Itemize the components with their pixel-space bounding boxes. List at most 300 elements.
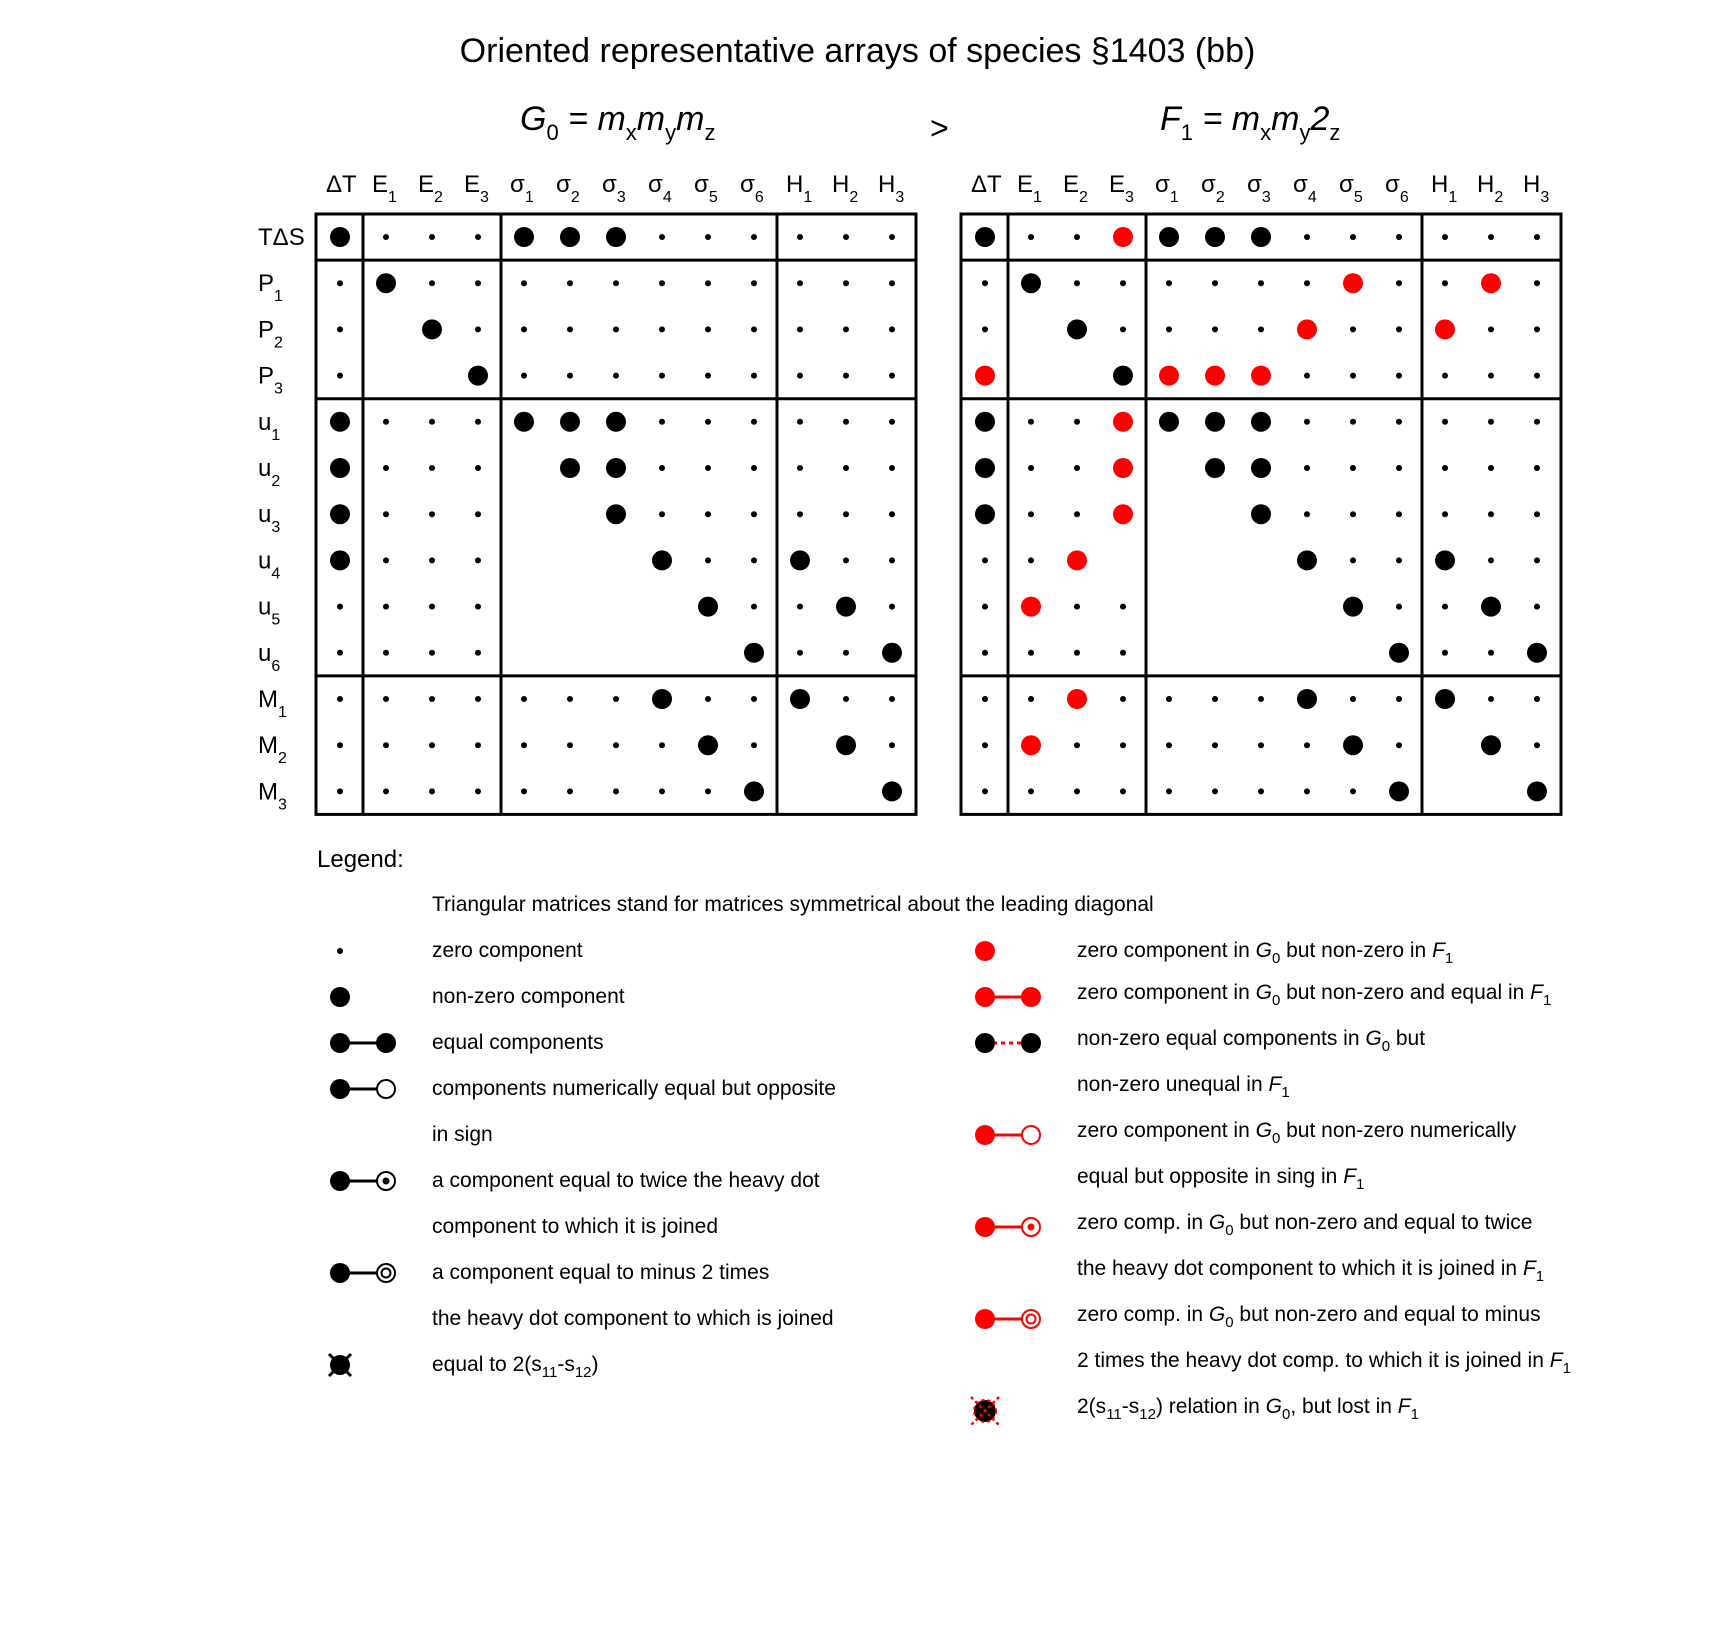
zero-dot (1534, 557, 1540, 563)
zero-dot (751, 604, 757, 610)
column-label: $E_3$ (1109, 171, 1134, 206)
zero-dot (1442, 419, 1448, 425)
zero-dot (1074, 465, 1080, 471)
red-dot (1159, 366, 1179, 386)
zero-dot (1534, 604, 1540, 610)
zero-dot (1396, 465, 1402, 471)
zero-dot (1442, 465, 1448, 471)
column-label: $\sigma_4$ (648, 171, 672, 206)
red-dot (1113, 458, 1133, 478)
nonzero-dot (1067, 319, 1087, 339)
zero-dot (383, 696, 389, 702)
zero-dot (843, 557, 849, 563)
zero-dot (751, 696, 757, 702)
zero-dot (797, 650, 803, 656)
zero-dot (1442, 511, 1448, 517)
zero-dot (1212, 280, 1218, 286)
legend-lost-relation: $2(s_{11}-s_{12})$ relation in $G_0$, but lost in $F_1$ (1077, 1395, 1419, 1423)
zero-dot (1028, 696, 1034, 702)
figure-title: Oriented representative arrays of species §1403 (bb) (459, 32, 1256, 70)
zero-dot (1074, 650, 1080, 656)
zero-dot (1350, 511, 1356, 517)
zero-dot (1488, 326, 1494, 332)
nonzero-dot (376, 273, 396, 293)
nonzero-dot (606, 458, 626, 478)
zero-dot (751, 511, 757, 517)
zero-dot (1166, 326, 1172, 332)
column-label: $H_2$ (832, 171, 859, 206)
zero-dot (521, 373, 527, 379)
zero-dot (1304, 280, 1310, 286)
zero-dot (797, 419, 803, 425)
legend-s11-s12: equal to $2(s_{11}-s_{12})$ (432, 1353, 599, 1381)
zero-dot (383, 742, 389, 748)
zero-dot (1258, 280, 1264, 286)
nonzero-dot (1159, 412, 1179, 432)
zero-dot (429, 742, 435, 748)
zero-dot (1304, 788, 1310, 794)
zero-dot (797, 280, 803, 286)
zero-dot (429, 511, 435, 517)
nonzero-dot (1527, 643, 1547, 663)
zero-dot (982, 650, 988, 656)
row-label: $u_2$ (258, 455, 281, 490)
zero-dot (429, 557, 435, 563)
zero-dot (429, 465, 435, 471)
zero-dot (1534, 326, 1540, 332)
legend-red-twice: zero comp. in $G_0$ but non-zero and equal to twice (1077, 1211, 1533, 1239)
zero-dot (982, 604, 988, 610)
zero-dot (751, 465, 757, 471)
column-label: $\sigma_1$ (510, 171, 534, 206)
zero-dot (475, 742, 481, 748)
red-dot (1113, 412, 1133, 432)
nonzero-dot (606, 504, 626, 524)
zero-dot (889, 557, 895, 563)
zero-dot (1074, 419, 1080, 425)
nonzero-dot (1297, 689, 1317, 709)
column-label: $E_3$ (464, 171, 489, 206)
zero-dot (1396, 326, 1402, 332)
zero-dot (982, 326, 988, 332)
zero-dot (1442, 280, 1448, 286)
column-label: $E_1$ (1017, 171, 1042, 206)
zero-dot (1488, 696, 1494, 702)
zero-dot (659, 326, 665, 332)
zero-dot (1074, 788, 1080, 794)
nonzero-dot (514, 412, 534, 432)
zero-dot (429, 419, 435, 425)
nonzero-dot (975, 458, 995, 478)
column-label: $\sigma_5$ (694, 171, 718, 206)
zero-dot (521, 788, 527, 794)
row-label: $P_1$ (258, 270, 283, 306)
zero-dot (659, 788, 665, 794)
zero-dot (1488, 419, 1494, 425)
nonzero-dot (698, 597, 718, 617)
legend-unequal-cont: non-zero unequal in $F_1$ (1077, 1073, 1290, 1101)
column-label: $\sigma_3$ (1247, 171, 1271, 206)
row-label: $P_3$ (258, 362, 283, 398)
zero-dot (1350, 788, 1356, 794)
zero-dot (383, 234, 389, 240)
zero-dot (1350, 696, 1356, 702)
zero-dot (659, 511, 665, 517)
nonzero-dot (606, 227, 626, 247)
zero-dot (383, 511, 389, 517)
nonzero-dot (652, 689, 672, 709)
zero-dot (429, 650, 435, 656)
zero-dot (337, 742, 343, 748)
zero-dot (475, 604, 481, 610)
zero-dot (797, 326, 803, 332)
zero-dot (889, 696, 895, 702)
zero-dot (1258, 788, 1264, 794)
legend-red-minus-two-cont: 2 times the heavy dot comp. to which it is joined in $F_1$ (1077, 1349, 1571, 1377)
nonzero-dot (1251, 227, 1271, 247)
row-label: $u_6$ (258, 639, 281, 675)
zero-dot (613, 326, 619, 332)
zero-dot (1074, 511, 1080, 517)
red-dot (1251, 366, 1271, 386)
zero-dot (1534, 234, 1540, 240)
zero-dot (659, 419, 665, 425)
zero-dot (1166, 742, 1172, 748)
row-label: $u_1$ (258, 408, 281, 444)
zero-dot (1166, 788, 1172, 794)
zero-dot (1304, 419, 1310, 425)
legend-note: Triangular matrices stand for matrices symmetrical about the leading diagonal (432, 893, 1154, 916)
zero-dot (613, 696, 619, 702)
zero-dot (1396, 696, 1402, 702)
nonzero-dot (1389, 781, 1409, 801)
zero-dot (475, 511, 481, 517)
zero-dot (705, 511, 711, 517)
zero-dot (1350, 557, 1356, 563)
zero-dot (337, 604, 343, 610)
zero-dot (429, 280, 435, 286)
zero-dot (843, 419, 849, 425)
zero-dot (1534, 742, 1540, 748)
zero-dot (751, 742, 757, 748)
nonzero-dot (975, 412, 995, 432)
row-label: $u_5$ (258, 593, 281, 629)
zero-dot (751, 234, 757, 240)
zero-dot (889, 326, 895, 332)
zero-dot (1212, 742, 1218, 748)
nonzero-dot (1159, 227, 1179, 247)
zero-dot (521, 696, 527, 702)
nonzero-dot (1389, 643, 1409, 663)
zero-dot (705, 557, 711, 563)
zero-dot (475, 465, 481, 471)
legend-unequal: non-zero equal components in $G_0$ but (1077, 1027, 1426, 1055)
zero-dot (475, 788, 481, 794)
zero-dot (475, 696, 481, 702)
zero-dot (1212, 696, 1218, 702)
zero-dot (843, 373, 849, 379)
red-dot (1021, 597, 1041, 617)
nonzero-dot (1205, 412, 1225, 432)
zero-dot (1488, 465, 1494, 471)
legend-minus-two: a component equal to minus 2 times (432, 1261, 770, 1284)
legend-red-minus-two: zero comp. in $G_0$ but non-zero and equal to minus (1077, 1303, 1541, 1331)
column-label: $\sigma_1$ (1155, 171, 1179, 206)
zero-dot (613, 742, 619, 748)
column-label: $E_1$ (372, 171, 397, 206)
nonzero-dot (468, 366, 488, 386)
zero-dot (1396, 604, 1402, 610)
zero-dot (1534, 511, 1540, 517)
zero-dot (843, 650, 849, 656)
row-label: $u_3$ (258, 501, 281, 537)
row-label: $M_2$ (258, 732, 287, 768)
zero-dot (1258, 742, 1264, 748)
zero-dot (1304, 511, 1310, 517)
legend-opposite-sign-cont: in sign (432, 1123, 493, 1146)
row-label: $M_3$ (258, 778, 287, 814)
zero-dot (1028, 557, 1034, 563)
zero-dot (1166, 696, 1172, 702)
column-label: $H_3$ (878, 171, 905, 206)
zero-dot (705, 465, 711, 471)
zero-dot (383, 419, 389, 425)
column-label: $H_1$ (1431, 171, 1458, 206)
zero-dot (521, 280, 527, 286)
zero-dot (475, 650, 481, 656)
zero-dot (429, 604, 435, 610)
zero-dot (337, 326, 343, 332)
zero-dot (1028, 650, 1034, 656)
zero-dot (705, 419, 711, 425)
nonzero-dot (1527, 781, 1547, 801)
nonzero-dot (330, 227, 350, 247)
zero-dot (429, 234, 435, 240)
red-dot (1067, 689, 1087, 709)
legend-red-dot: zero component in $G_0$ but non-zero in $F_1$ (1077, 939, 1454, 967)
zero-dot (797, 234, 803, 240)
legend-red-twice-cont: the heavy dot component to which it is joined in $F_1$ (1077, 1257, 1545, 1285)
zero-dot (1396, 280, 1402, 286)
zero-dot (1534, 696, 1540, 702)
zero-dot (889, 234, 895, 240)
row-label: TΔS (258, 224, 305, 251)
zero-dot (1396, 557, 1402, 563)
red-dot (1205, 366, 1225, 386)
nonzero-dot (1481, 735, 1501, 755)
zero-dot (1120, 326, 1126, 332)
zero-dot (1074, 742, 1080, 748)
zero-dot (1350, 419, 1356, 425)
nonzero-dot (1113, 366, 1133, 386)
zero-dot (567, 696, 573, 702)
zero-dot (705, 696, 711, 702)
zero-dot (475, 419, 481, 425)
nonzero-dot (606, 412, 626, 432)
zero-dot (889, 280, 895, 286)
zero-dot (337, 650, 343, 656)
nonzero-dot (560, 227, 580, 247)
nonzero-dot (790, 689, 810, 709)
red-dot (975, 366, 995, 386)
nonzero-dot (1343, 735, 1363, 755)
zero-dot (475, 280, 481, 286)
zero-dot (1488, 373, 1494, 379)
zero-dot (1258, 326, 1264, 332)
nonzero-dot (744, 781, 764, 801)
zero-dot (383, 788, 389, 794)
zero-dot (475, 234, 481, 240)
zero-dot (843, 326, 849, 332)
zero-dot (889, 604, 895, 610)
zero-dot (751, 557, 757, 563)
relation-symbol: > (930, 110, 949, 146)
column-label: ΔT (971, 171, 1002, 198)
nonzero-dot (330, 504, 350, 524)
nonzero-dot (836, 597, 856, 617)
column-label: $H_1$ (786, 171, 813, 206)
zero-dot (1534, 419, 1540, 425)
legend-twice-cont: component to which it is joined (432, 1215, 718, 1238)
zero-dot (1028, 465, 1034, 471)
nonzero-dot (975, 504, 995, 524)
zero-dot (1304, 373, 1310, 379)
zero-dot (1212, 788, 1218, 794)
zero-dot (1028, 511, 1034, 517)
nonzero-dot (330, 550, 350, 570)
zero-dot (751, 373, 757, 379)
nonzero-dot (744, 643, 764, 663)
nonzero-dot (882, 781, 902, 801)
zero-dot (1442, 234, 1448, 240)
zero-dot (1350, 373, 1356, 379)
zero-dot (843, 465, 849, 471)
legend-nonzero-component: non-zero component (432, 985, 625, 1008)
zero-dot (1120, 604, 1126, 610)
column-label: ΔT (326, 171, 357, 198)
zero-dot (982, 742, 988, 748)
red-dot (1113, 504, 1133, 524)
zero-dot (705, 373, 711, 379)
column-label: $\sigma_3$ (602, 171, 626, 206)
column-label: $\sigma_2$ (1201, 171, 1225, 206)
zero-dot (383, 604, 389, 610)
nonzero-dot (1251, 458, 1271, 478)
zero-dot (705, 788, 711, 794)
zero-dot (705, 280, 711, 286)
group-f1-title: $F_1 = m_xm_y2_z$ (1160, 100, 1341, 145)
legend-red-opposite: zero component in $G_0$ but non-zero numerically (1077, 1119, 1517, 1147)
zero-dot (797, 373, 803, 379)
zero-dot (1120, 696, 1126, 702)
zero-dot (889, 742, 895, 748)
zero-dot (567, 373, 573, 379)
zero-dot (705, 326, 711, 332)
column-label: $E_2$ (418, 171, 443, 206)
zero-dot (1442, 373, 1448, 379)
zero-dot (751, 280, 757, 286)
nonzero-dot (1297, 550, 1317, 570)
zero-dot (1120, 788, 1126, 794)
zero-dot (982, 788, 988, 794)
nonzero-dot (1481, 597, 1501, 617)
zero-dot (1258, 696, 1264, 702)
zero-dot (1396, 234, 1402, 240)
column-label: $H_2$ (1477, 171, 1504, 206)
zero-dot (521, 742, 527, 748)
zero-dot (889, 465, 895, 471)
nonzero-dot (422, 319, 442, 339)
zero-dot (751, 326, 757, 332)
zero-dot (1166, 280, 1172, 286)
red-dot (1067, 550, 1087, 570)
zero-dot (383, 557, 389, 563)
zero-dot (1074, 280, 1080, 286)
nonzero-dot (1205, 458, 1225, 478)
red-dot (1343, 273, 1363, 293)
nonzero-dot (1251, 504, 1271, 524)
zero-dot (1534, 465, 1540, 471)
zero-dot (1304, 742, 1310, 748)
zero-dot (889, 373, 895, 379)
nonzero-dot (1205, 227, 1225, 247)
nonzero-dot (1021, 273, 1041, 293)
column-label: $\sigma_6$ (740, 171, 764, 206)
legend-twice: a component equal to twice the heavy dot (432, 1169, 820, 1192)
column-label: $\sigma_5$ (1339, 171, 1363, 206)
column-label: $E_2$ (1063, 171, 1088, 206)
red-dot (1481, 273, 1501, 293)
zero-dot (337, 373, 343, 379)
zero-dot (1120, 742, 1126, 748)
column-label: $\sigma_4$ (1293, 171, 1317, 206)
zero-dot (1028, 788, 1034, 794)
zero-dot (475, 326, 481, 332)
zero-dot (1350, 326, 1356, 332)
zero-dot (1396, 742, 1402, 748)
zero-dot (475, 557, 481, 563)
zero-dot (982, 557, 988, 563)
nonzero-dot (1343, 597, 1363, 617)
zero-dot (521, 326, 527, 332)
legend-red-opposite-cont: equal but opposite in sing in $F_1$ (1077, 1165, 1365, 1193)
zero-dot (751, 419, 757, 425)
zero-dot (1534, 373, 1540, 379)
nonzero-dot (330, 458, 350, 478)
red-dot (1297, 319, 1317, 339)
zero-dot (1120, 650, 1126, 656)
row-label: $M_1$ (258, 686, 287, 721)
zero-dot (797, 604, 803, 610)
zero-dot (1304, 465, 1310, 471)
zero-dot (383, 650, 389, 656)
zero-dot (659, 373, 665, 379)
red-dot (1435, 319, 1455, 339)
zero-dot (889, 419, 895, 425)
zero-dot (1488, 234, 1494, 240)
zero-dot (567, 742, 573, 748)
zero-dot (1028, 419, 1034, 425)
legend-equal-components: equal components (432, 1031, 604, 1054)
zero-dot (889, 511, 895, 517)
zero-dot (705, 234, 711, 240)
nonzero-dot (652, 550, 672, 570)
zero-dot (797, 511, 803, 517)
zero-dot (797, 465, 803, 471)
zero-dot (1304, 234, 1310, 240)
nonzero-dot (560, 412, 580, 432)
nonzero-dot (1435, 550, 1455, 570)
